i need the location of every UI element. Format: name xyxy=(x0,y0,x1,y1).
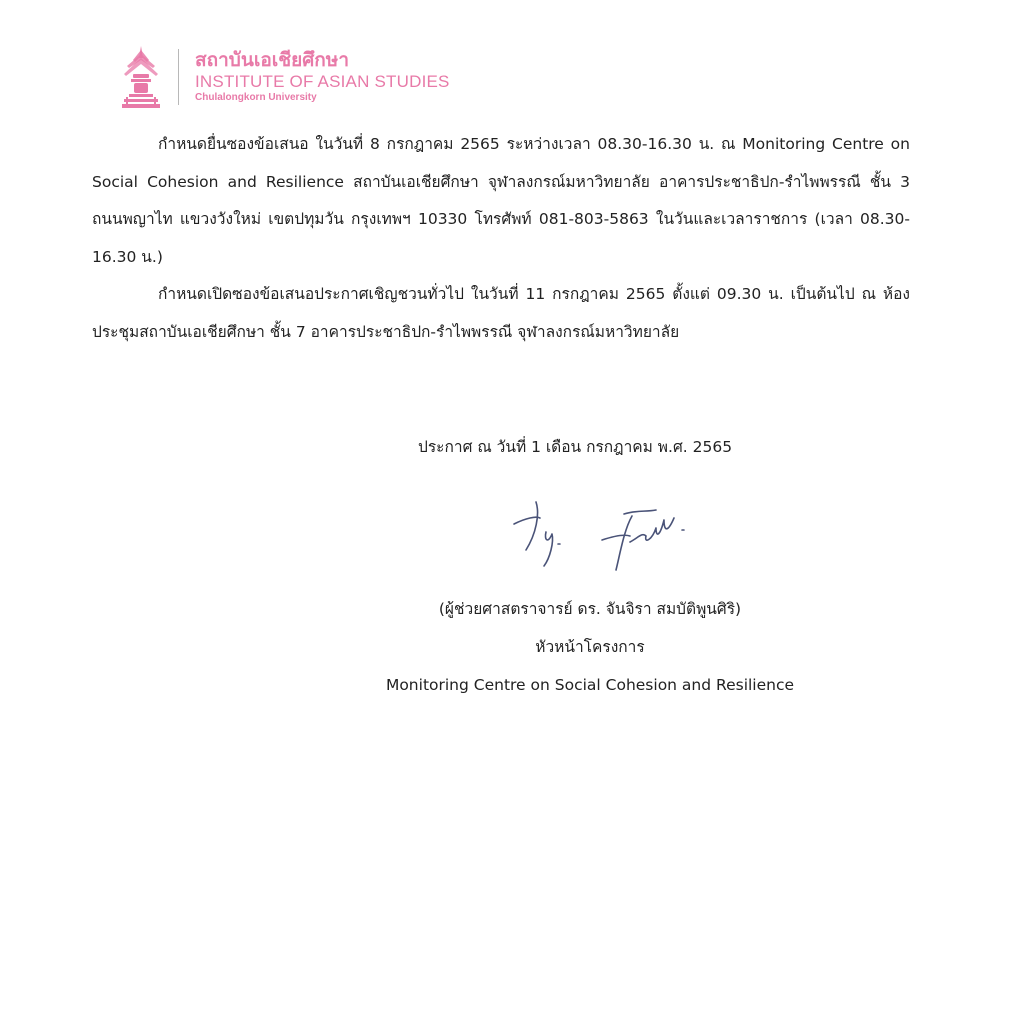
signatory-name: (ผู้ช่วยศาสตราจารย์ ดร. จันจิรา สมบัติพูนศิริ) xyxy=(438,600,742,618)
announcement-date: ประกาศ ณ วันที่ 1 เดือน กรกฎาคม พ.ศ. 2565 xyxy=(418,438,733,456)
document-body xyxy=(92,126,910,351)
logo-text xyxy=(195,51,450,103)
logo-english-name: INSTITUTE OF ASIAN STUDIES xyxy=(195,72,450,91)
signatory-organization: Monitoring Centre on Social Cohesion and Resilience xyxy=(385,676,795,694)
submission-paragraph: กำหนดยื่นซองข้อเสนอ ในวันที่ 8 กรกฎาคม 2565 ระหว่างเวลา 08.30-16.30 น. ณ Monitoring Centre on Social Cohesion and Resilience สถาบันเอเชียศึกษา จุฬาลงกรณ์มหาวิทยาลัย อาคารประชาธิปก-รำไพพรรณี ชั้น 3 ถนนพญาไท แขวงวังใหม่ เขตปทุมวัน กรุงเทพฯ 10330 โทรศัพท์ 081-803-5863 ในวันและเวลาราชการ (เวลา 08.30-16.30 น.) xyxy=(92,135,910,266)
letterhead xyxy=(120,42,450,112)
signatory-position: หัวหน้าโครงการ xyxy=(535,638,645,656)
logo-divider xyxy=(178,49,179,105)
handwritten-signature xyxy=(506,496,696,580)
logo-thai-name: สถาบันเอเชียศึกษา xyxy=(195,49,350,71)
chulalongkorn-emblem-icon xyxy=(120,44,162,110)
logo-university-name: Chulalongkorn University xyxy=(195,92,317,103)
opening-paragraph: กำหนดเปิดซองข้อเสนอประกาศเชิญชวนทั่วไป ในวันที่ 11 กรกฎาคม 2565 ตั้งแต่ 09.30 น. เป็นต้นไป ณ ห้องประชุมสถาบันเอเชียศึกษา ชั้น 7 อาคารประชาธิปก-รำไพพรรณี จุฬาลงกรณ์มหาวิทยาลัย xyxy=(92,285,910,341)
signatory-block xyxy=(340,590,840,704)
